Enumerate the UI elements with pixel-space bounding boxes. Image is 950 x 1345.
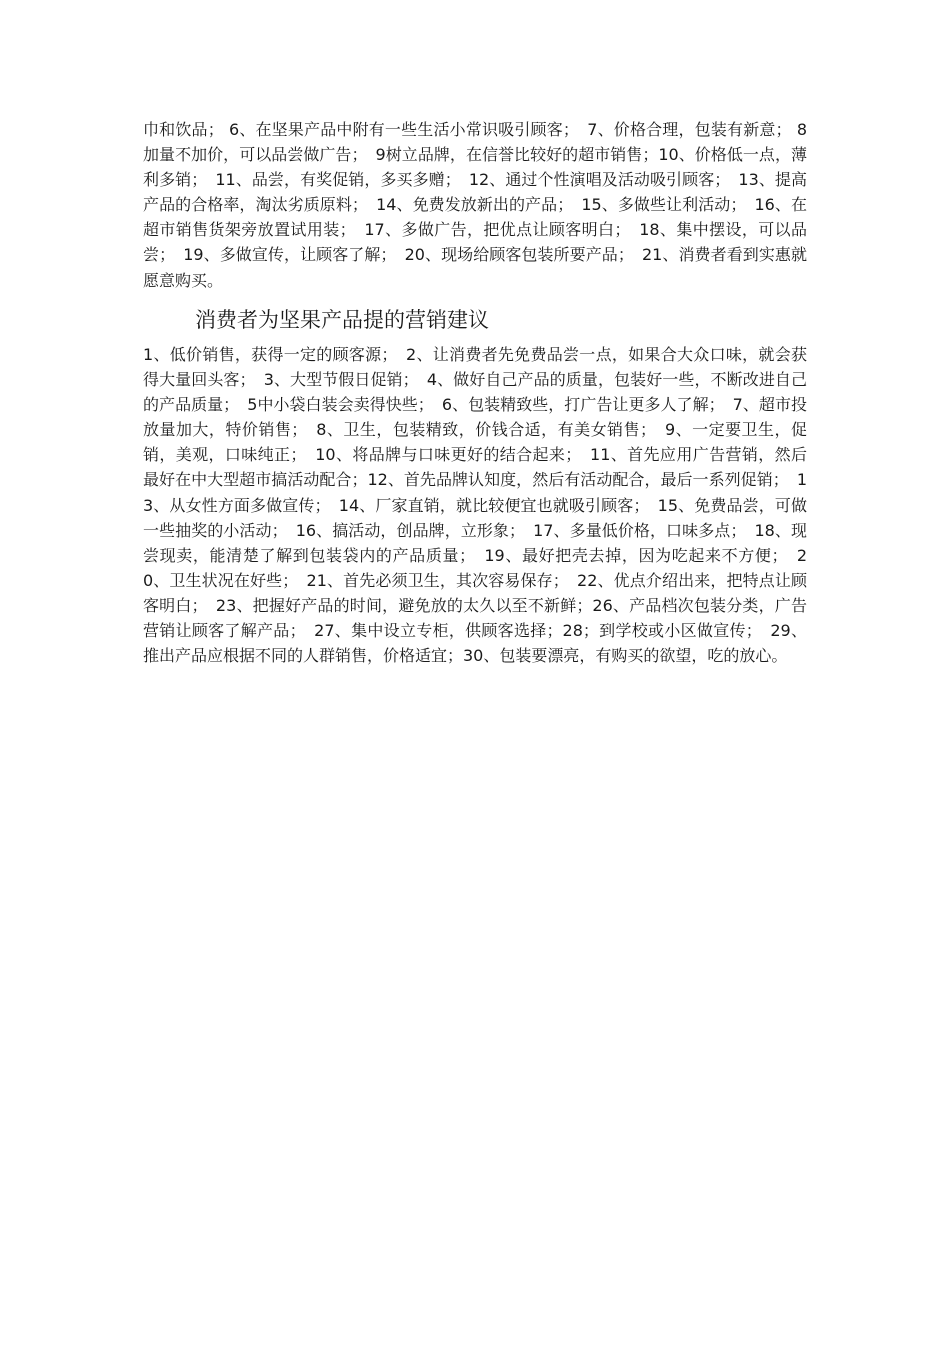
consumer-suggestions-paragraph: 1、低价销售，获得一定的顾客源； 2、让消费者先免费品尝一点，如果合大众口味，就会获得大量回头客； 3、大型节假日促销； 4、做好自己产品的质量，包装好一些，不断改进自己的产品质量； 5中小袋白装会卖得快些； 6、包装精致些，打广告让更多人了解； 7、超市投放量加大，特价销售； 8、卫生，包装精致，价钱合适，有美女销售； 9、一定要卫生，促销，美观，口味纯正； 10、将品牌与口味更好的结合起来； 11、首先应用广告营销，然后最好在中大型超市搞活动配合；12、首先品牌认知度，然后有活动配合，最后一系列促销； 13、从女性方面多做宣传； 14、厂家直销，就比较便宜也就吸引顾客； 15、免费品尝，可做一些抽奖的小活动； 16、搞活动，创品牌，立形象； 17、多量低价格，口味多点； 18、现尝现卖，能清楚了解到包装袋内的产品质量； 19、最好把壳去掉，因为吃起来不方便； 20、卫生状况在好些； 21、首先必须卫生，其次容易保存； 22、优点介绍出来，把特点让顾客明白； 23、把握好产品的时间，避免放的太久以至不新鲜；26、产品档次包装分类，广告营销让顾客了解产品； 27、集中设立专柜，供顾客选择；28；到学校或小区做宣传； 29、推出产品应根据不同的人群销售，价格适宜；30、包装要漂亮，有购买的欲望，吃的放心。 <box>143 345 807 666</box>
suggestions-paragraph-continued: 巾和饮品； 6、在坚果产品中附有一些生活小常识吸引顾客； 7、价格合理，包装有新意； 8加量不加价，可以品尝做广告； 9树立品牌，在信誉比较好的超市销售；10、价格低一点，薄利多销； 11、品尝，有奖促销，多买多赠； 12、通过个性演唱及活动吸引顾客； 13、提高产品的合格率，淘汰劣质原料； 14、免费发放新出的产品； 15、多做些让利活动； 16、在超市销售货架旁放置试用装； 17、多做广告，把优点让顾客明白； 18、集中摆设，可以品尝； 19、多做宣传，让顾客了解； 20、现场给顾客包装所要产品； 21、消费者看到实惠就愿意购买。 <box>143 120 807 290</box>
section-title: 消费者为坚果产品提的营销建议 <box>195 308 489 332</box>
